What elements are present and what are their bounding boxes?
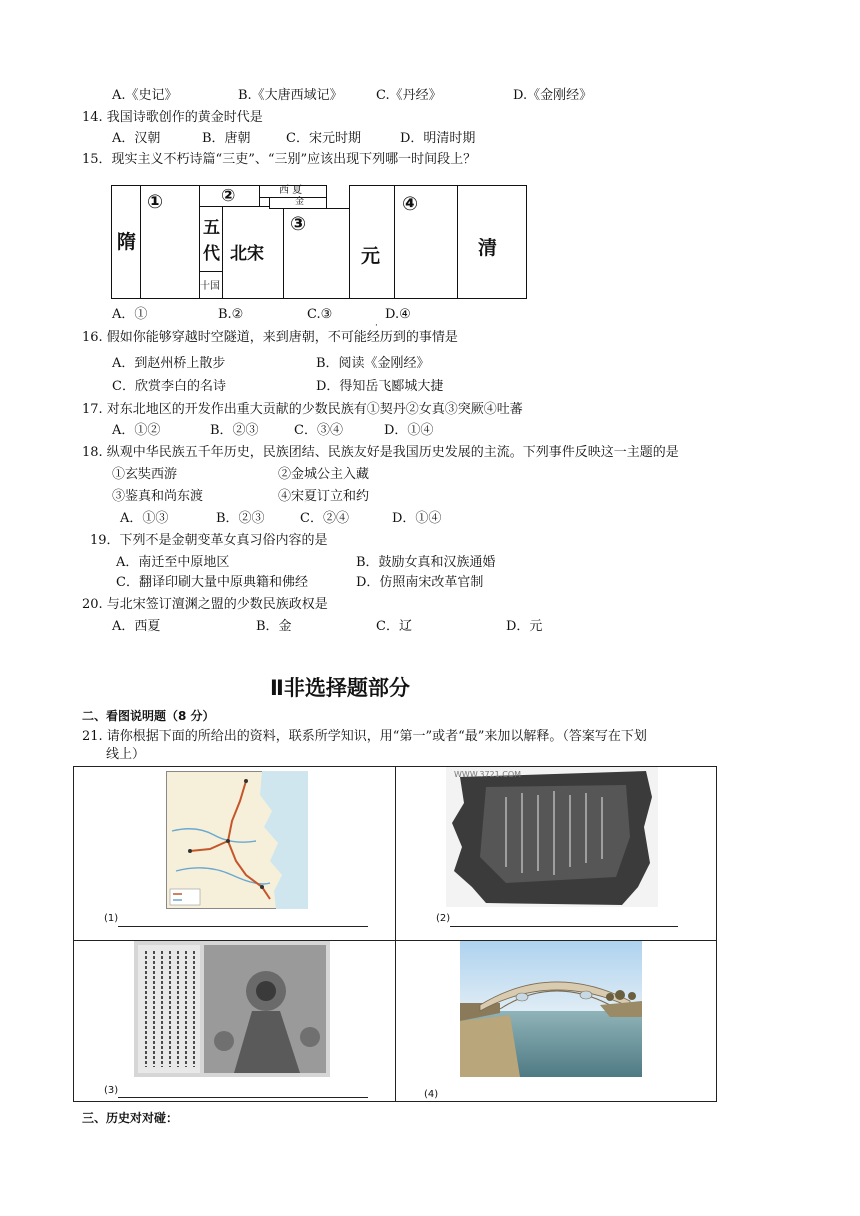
q21-stem-line-2: 线上） [106, 747, 146, 762]
q20-option-a: A．西夏 [112, 619, 161, 634]
q17-option-d: D．①④ [384, 423, 434, 438]
dynasty-timeline-diagram [111, 185, 527, 299]
q18-option-b: B．②③ [216, 511, 265, 526]
timeline-yuan: 元 [361, 245, 381, 267]
q15-option-d: D.④ [385, 307, 411, 322]
q19-option-b: B．鼓励女真和汉族通婚 [356, 555, 496, 570]
timeline-xixia: 西 夏 [279, 185, 303, 196]
answer-blank-1 [118, 926, 368, 927]
q17-option-c: C．③④ [294, 423, 343, 438]
q14-option-b: B．唐朝 [202, 131, 251, 146]
q19-option-c: C．翻译印刷大量中原典籍和佛经 [116, 575, 308, 590]
q18-item-3: ③鉴真和尚东渡 [112, 489, 204, 504]
q13-option-c: C.《丹经》 [376, 88, 442, 103]
q19-option-a: A．南迁至中原地区 [116, 555, 230, 570]
timeline-wudai-2: 代 [203, 244, 220, 264]
part-2-heading: 二、看图说明题（8 分） [82, 709, 215, 723]
q18-option-d: D．①④ [392, 511, 442, 526]
q16-stem-b: 可能经历到的事情是 [340, 330, 458, 345]
timeline-slot-2: ② [221, 186, 236, 206]
q17-option-b: B．②③ [210, 423, 259, 438]
q20-option-d: D．元 [506, 619, 543, 634]
q18-option-a: A．①③ [120, 511, 169, 526]
q13-option-d: D.《金刚经》 [513, 88, 593, 103]
q16-option-d: D．得知岳飞郾城大捷 [316, 379, 444, 394]
q14-option-a: A．汉朝 [112, 131, 161, 146]
q16-stem-emphasis: 不 [327, 330, 341, 345]
answer-blank-2 [450, 926, 678, 927]
q14-option-d: D．明清时期 [400, 131, 476, 146]
table-vertical-divider [395, 767, 396, 1101]
caption-2: (2) [436, 913, 451, 924]
timeline-slot-3: ③ [290, 213, 307, 235]
q16-option-a: A．到赵州桥上散步 [112, 356, 226, 371]
q16-stem [82, 330, 458, 346]
timeline-slot-4: ④ [402, 193, 419, 215]
q20-option-b: B．金 [256, 619, 292, 634]
timeline-slot-1: ① [147, 191, 164, 213]
q17-option-a: A．①② [112, 423, 161, 438]
q17-stem: 17. 对东北地区的开发作出重大贡献的少数民族有①契丹②女真③突厥④吐蕃 [82, 402, 523, 417]
q15-option-b: B.② [218, 307, 244, 322]
printed-sutra-image [134, 941, 330, 1077]
timeline-qing: 清 [478, 237, 498, 259]
section-2-title: Ⅱ非选择题部分 [270, 676, 410, 700]
q21-stem-line-1: 21. 请你根据下面的所给出的资料，联系所学知识，用“第一”或者“最”来加以解释。（答案写在下划 [82, 729, 647, 744]
caption-3: (3) [104, 1085, 119, 1096]
timeline-shiguo: 十国 [200, 281, 220, 292]
q19-option-d: D．仿照南宋改革官制 [356, 575, 484, 590]
emphasis-dot: · [375, 321, 378, 331]
q18-stem: 18. 纵观中华民族五千年历史，民族团结、民族友好是我国历史发展的主流。下列事件反映这一主题的是 [82, 445, 679, 460]
caption-4: (4) [424, 1089, 439, 1100]
timeline-jin: 金 [295, 197, 305, 207]
timeline-wudai-1: 五 [203, 218, 220, 238]
q18-item-4: ④宋夏订立和约 [278, 489, 370, 504]
q13-option-a: A.《史记》 [112, 88, 178, 103]
q16-option-b: B．阅读《金刚经》 [316, 356, 430, 371]
answer-blank-3 [118, 1097, 368, 1098]
q19-stem: 19．下列不是金朝变革女真习俗内容的是 [90, 533, 328, 548]
q18-item-2: ②金城公主入藏 [278, 467, 370, 482]
q14-option-c: C．宋元时期 [286, 131, 361, 146]
timeline-sui: 隋 [117, 231, 137, 253]
q18-option-c: C．②④ [300, 511, 349, 526]
q14-stem: 14. 我国诗歌创作的黄金时代是 [82, 110, 263, 125]
grand-canal-map-image [166, 771, 308, 909]
q15-option-a: A．① [112, 307, 148, 322]
q18-item-1: ①玄奘西游 [112, 467, 178, 482]
q16-stem-a: 16. 假如你能够穿越时空隧道，来到唐朝， [82, 330, 328, 345]
answer-blank-4 [438, 1101, 690, 1102]
q15-option-c: C.③ [307, 307, 333, 322]
q13-option-b: B.《大唐西域记》 [238, 88, 343, 103]
q20-stem: 20. 与北宋签订澶渊之盟的少数民族政权是 [82, 597, 328, 612]
watermark-text: WWW.3721.COM [454, 770, 522, 779]
image-question-table [73, 766, 717, 1102]
caption-1: (1) [104, 913, 119, 924]
part-3-heading: 三、历史对对碰： [82, 1111, 179, 1125]
q15-stem: 15．现实主义不朽诗篇“三吏”、“三别”应该出现下列哪一时间段上？ [82, 152, 477, 167]
q20-option-c: C．辽 [376, 619, 412, 634]
q16-option-c: C．欣赏李白的名诗 [112, 379, 226, 394]
ancient-manuscript-image [446, 767, 658, 907]
zhaozhou-bridge-image [460, 941, 642, 1077]
timeline-beisong: 北宋 [230, 244, 264, 264]
